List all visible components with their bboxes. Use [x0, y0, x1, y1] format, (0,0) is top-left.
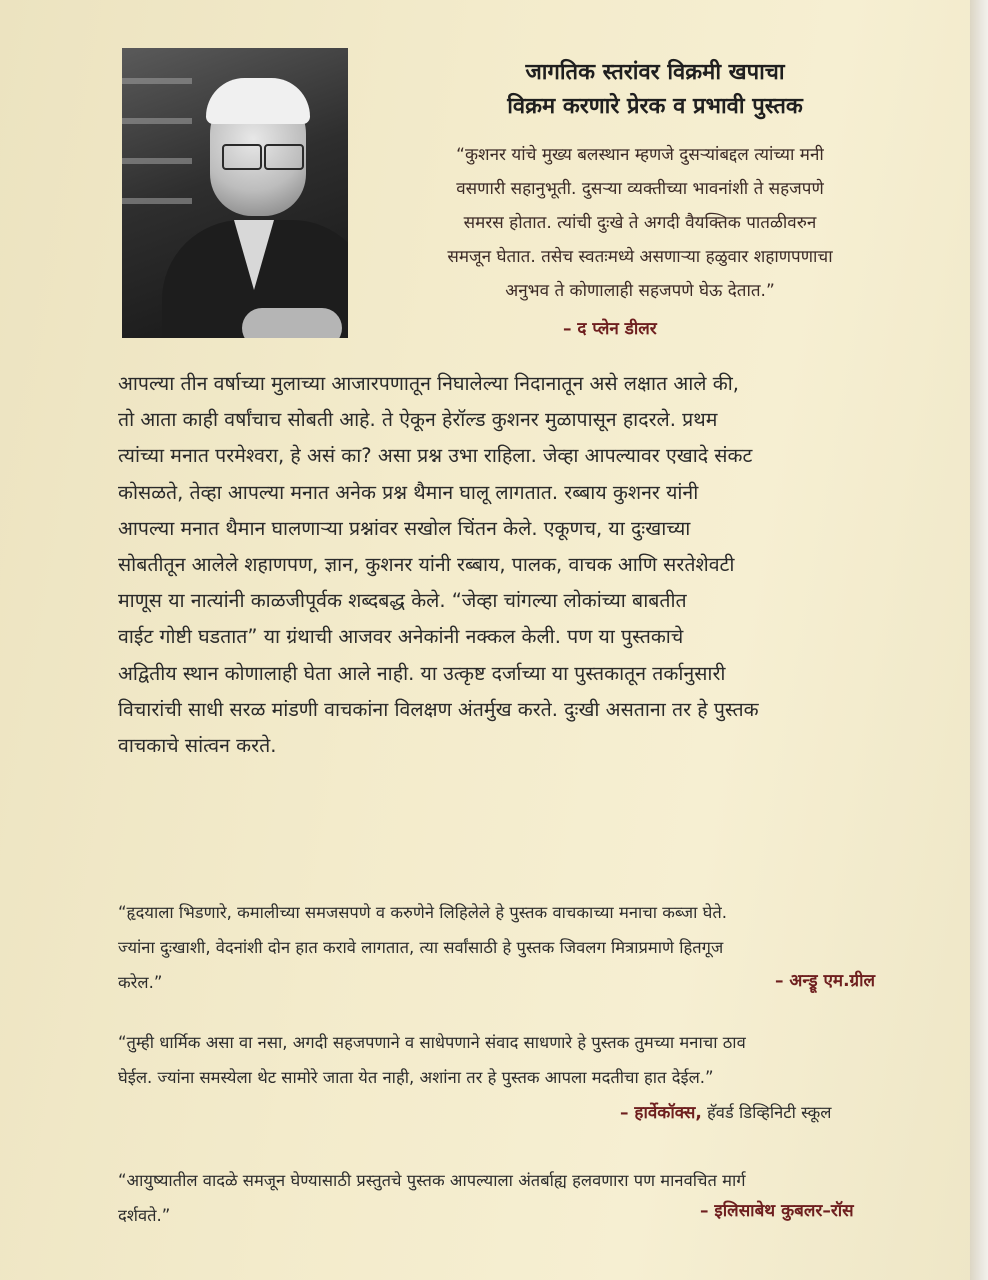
quote-3-line-2: दर्शवते.” [118, 1206, 171, 1225]
bookshelf [122, 78, 192, 84]
author-photo [122, 48, 348, 338]
quote-2-line-1: “तुम्ही धार्मिक असा वा नसा, अगदी सहजपणाने व साधेपणाने संवाद साधणारे हे पुस्तक तुमच्या मनाचा ठाव [118, 1033, 746, 1052]
body-line: तो आता काही वर्षांचाच सोबती आहे. ते ऐकून हेरॉल्ड कुशनर मुळापासून हादरले. प्रथम [118, 408, 718, 432]
heading-line-2: विक्रम करणारे प्रेरक व प्रभावी पुस्तक [507, 94, 803, 119]
quote-1-line-3: करेल.” [118, 973, 163, 992]
quote-2-attribution [620, 1100, 831, 1123]
body-line: माणूस या नात्यांनी काळजीपूर्वक शब्दबद्ध केले. “जेव्हा चांगल्या लोकांच्या बाबतीत [118, 589, 687, 613]
top-quote-source: – द प्लेन डीलर [563, 319, 657, 339]
body-line: विचारांची साधी सरळ मांडणी वाचकांना विलक्षण अंतर्मुख करते. दुःखी असताना तर हे पुस्तक [118, 697, 759, 721]
body-line: आपल्या मनात थैमान घालणाऱ्या प्रश्नांवर सखोल चिंतन केले. एकूणच, या दुःखाच्या [118, 516, 691, 540]
quote-1-source: – अन्ड्रू एम.ग्रील [775, 971, 876, 991]
author-hands [242, 308, 342, 338]
body-line: अद्वितीय स्थान कोणालाही घेता आले नाही. या उत्कृष्ट दर्जाच्या या पुस्तकातून तर्कानुसारी [118, 661, 726, 685]
bookshelf [122, 198, 192, 204]
quote-3-source: – इलिसाबेथ कुबलर–रॉस [700, 1201, 854, 1221]
body-line: वाईट गोष्टी घडतात” या ग्रंथाची आजवर अनेकांनी नक्कल केली. पण या पुस्तकाचे [118, 625, 684, 649]
top-quote-line-5: अनुभव ते कोणालाही सहजपणे घेऊ देतात.” [505, 281, 775, 301]
heading-line-1: जागतिक स्तरांवर विक्रमी खपाचा [525, 60, 785, 85]
body-line: आपल्या तीन वर्षाच्या मुलाच्या आजारपणातून निघालेल्या निदानातून असे लक्षात आले की, [118, 372, 739, 395]
top-quote-line-1: “कुशनर यांचे मुख्य बलस्थान म्हणजे दुसऱ्यांबद्दल त्यांच्या मनी [456, 145, 824, 165]
bookshelf [122, 118, 192, 124]
body-line: कोसळते, तेव्हा आपल्या मनात अनेक प्रश्न थैमान घालू लागतात. रब्बाय कुशनर यांनी [118, 480, 699, 504]
quote-1-line-2: ज्यांना दुःखाशी, वेदनांशी दोन हात करावे लागतात, त्या सर्वांसाठी हे पुस्तक जिवलग मित्राप्रमाणे हितगूज [118, 938, 724, 957]
quote-2-source-org: हॅवर्ड डिव्हिनिटी स्कूल [706, 1103, 832, 1122]
description-paragraph [118, 366, 938, 764]
page-edge [970, 0, 988, 1280]
top-quote-line-4: समजून घेतात. तसेच स्वतःमध्ये असणाऱ्या हळुवार शहाणपणाचा [447, 247, 833, 267]
quote-1-line-1: “हृदयाला भिडणारे, कमालीच्या समजसपणे व करुणेने लिहिलेले हे पुस्तक वाचकाच्या मनाचा कब्जा घेते. [118, 903, 728, 922]
quote-3-line-1: “आयुष्यातील वादळे समजून घेण्यासाठी प्रस्तुतचे पुस्तक आपल्याला अंतर्बाह्य हलवणारा पण मानवचित मार्ग [118, 1171, 746, 1190]
quote-2-source: – हार्वेकॉक्स, [620, 1103, 702, 1123]
body-line: वाचकाचे सांत्वन करते. [118, 734, 277, 758]
quote-2-line-2: घेईल. ज्यांना समस्येला थेट सामोरे जाता येत नाही, अशांना तर हे पुस्तक आपला मदतीचा हात देईल.” [118, 1068, 714, 1087]
glasses-right [264, 144, 304, 170]
author-hair [206, 78, 310, 124]
glasses-left [222, 144, 262, 170]
top-quote-line-2: वसणारी सहानुभूती. दुसऱ्या व्यक्तीच्या भावनांशी ते सहजपणे [456, 179, 824, 199]
bookshelf [122, 158, 192, 164]
body-line: त्यांच्या मनात परमेश्वरा, हे असं का? असा प्रश्न उभा राहिला. जेव्हा आपल्यावर एखादे संकट [118, 444, 753, 468]
top-quote-line-3: समरस होतात. त्यांची दुःखे ते अगदी वैयक्तिक पातळीवरुन [463, 213, 817, 233]
body-line: सोबतीतून आलेले शहाणपण, ज्ञान, कुशनर यांनी रब्बाय, पालक, वाचक आणि सरतेशेवटी [118, 553, 735, 577]
